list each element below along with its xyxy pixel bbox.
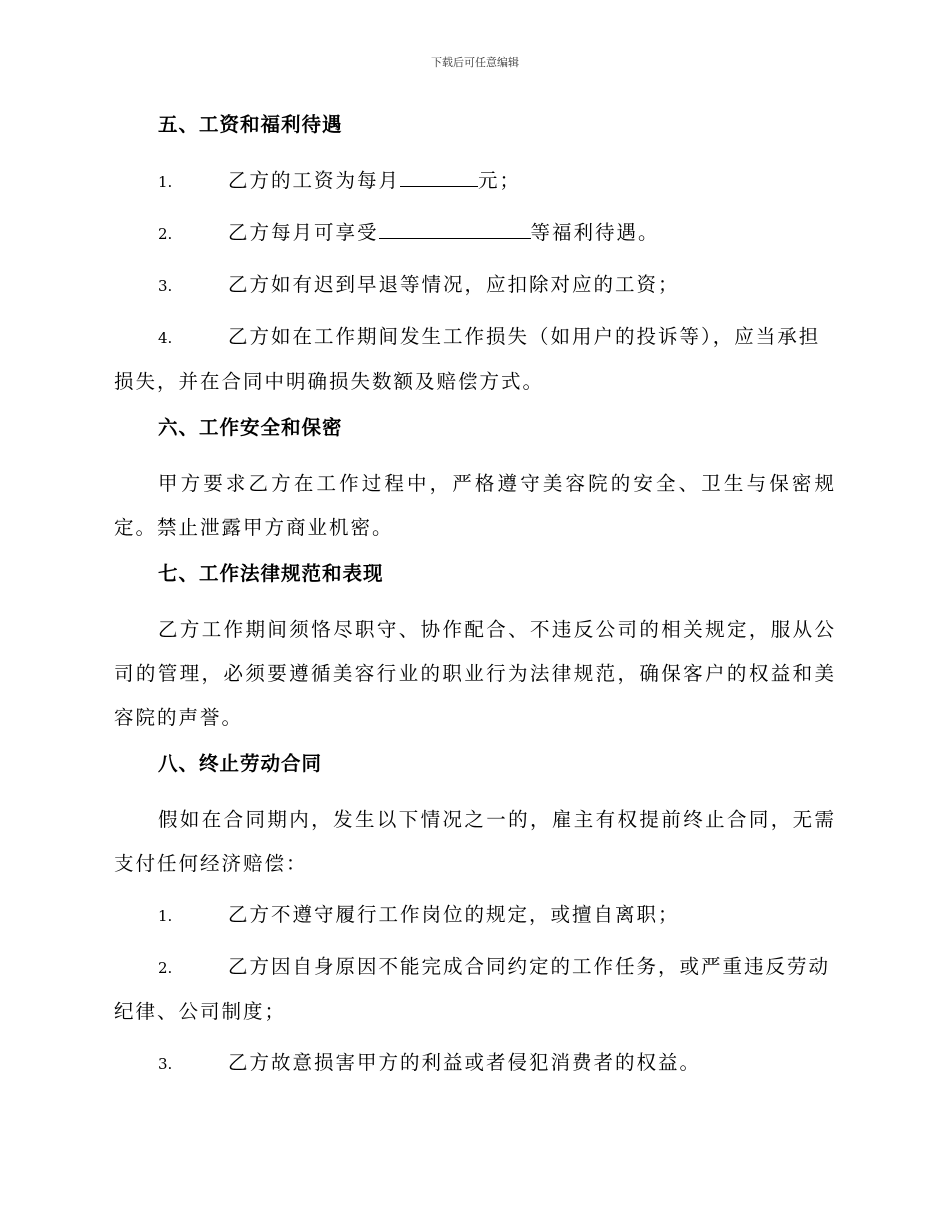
section-heading-termination: 八、终止劳动合同 [158, 752, 323, 775]
item-text-after: 元； [478, 169, 522, 192]
item-number: 1. [158, 907, 173, 925]
item-number: 2. [158, 959, 173, 977]
paragraph: 乙方工作期间须恪尽职守、协作配合、不违反公司的相关规定，服从公司的管理，必须要遵循美容行业的职业行为法律规范，确保客户的权益和美容院的声誉。 [114, 618, 836, 729]
item-text: 乙方不遵守履行工作岗位的规定，或擅自离职； [228, 903, 680, 926]
list-item [114, 315, 836, 404]
item-text: 乙方如有迟到早退等情况，应扣除对应的工资； [228, 273, 680, 296]
list-item [114, 945, 836, 1034]
list-item [114, 893, 836, 938]
paragraph: 甲方要求乙方在工作过程中，严格遵守美容院的安全、卫生与保密规定。禁止泄露甲方商业机密。 [114, 472, 836, 539]
item-text: 乙方如在工作期间发生工作损失（如用户的投诉等），应当承担损失，并在合同中明确损失数额及赔偿方式。 [114, 325, 821, 393]
section-heading-conduct: 七、工作法律规范和表现 [158, 562, 384, 585]
item-number: 3. [158, 1055, 173, 1073]
paragraph: 假如在合同期内，发生以下情况之一的，雇主有权提前终止合同，无需支付任何经济赔偿： [114, 808, 836, 875]
item-text-before: 乙方每月可享受 [228, 221, 379, 244]
item-text-after: 等福利待遇。 [530, 221, 660, 244]
item-number: 4. [158, 329, 173, 347]
item-number: 1. [158, 173, 173, 191]
item-number: 2. [158, 225, 173, 243]
item-text: 乙方因自身原因不能完成合同约定的工作任务，或严重违反劳动纪律、公司制度； [114, 955, 831, 1023]
list-item [114, 263, 836, 308]
item-text: 乙方故意损害甲方的利益或者侵犯消费者的权益。 [228, 1051, 702, 1074]
item-number: 3. [158, 277, 173, 295]
fill-in-blank-line [379, 220, 531, 239]
list-item [114, 211, 836, 256]
page-header-note: 下载后可任意编辑 [431, 56, 519, 69]
section-heading-wages: 五、工资和福利待遇 [158, 113, 343, 136]
document-body [114, 108, 836, 1093]
list-item [114, 1041, 836, 1086]
section-heading-safety: 六、工作安全和保密 [158, 416, 343, 439]
item-text-before: 乙方的工资为每月 [228, 169, 401, 192]
fill-in-blank-line [400, 168, 478, 187]
list-item [114, 159, 836, 204]
